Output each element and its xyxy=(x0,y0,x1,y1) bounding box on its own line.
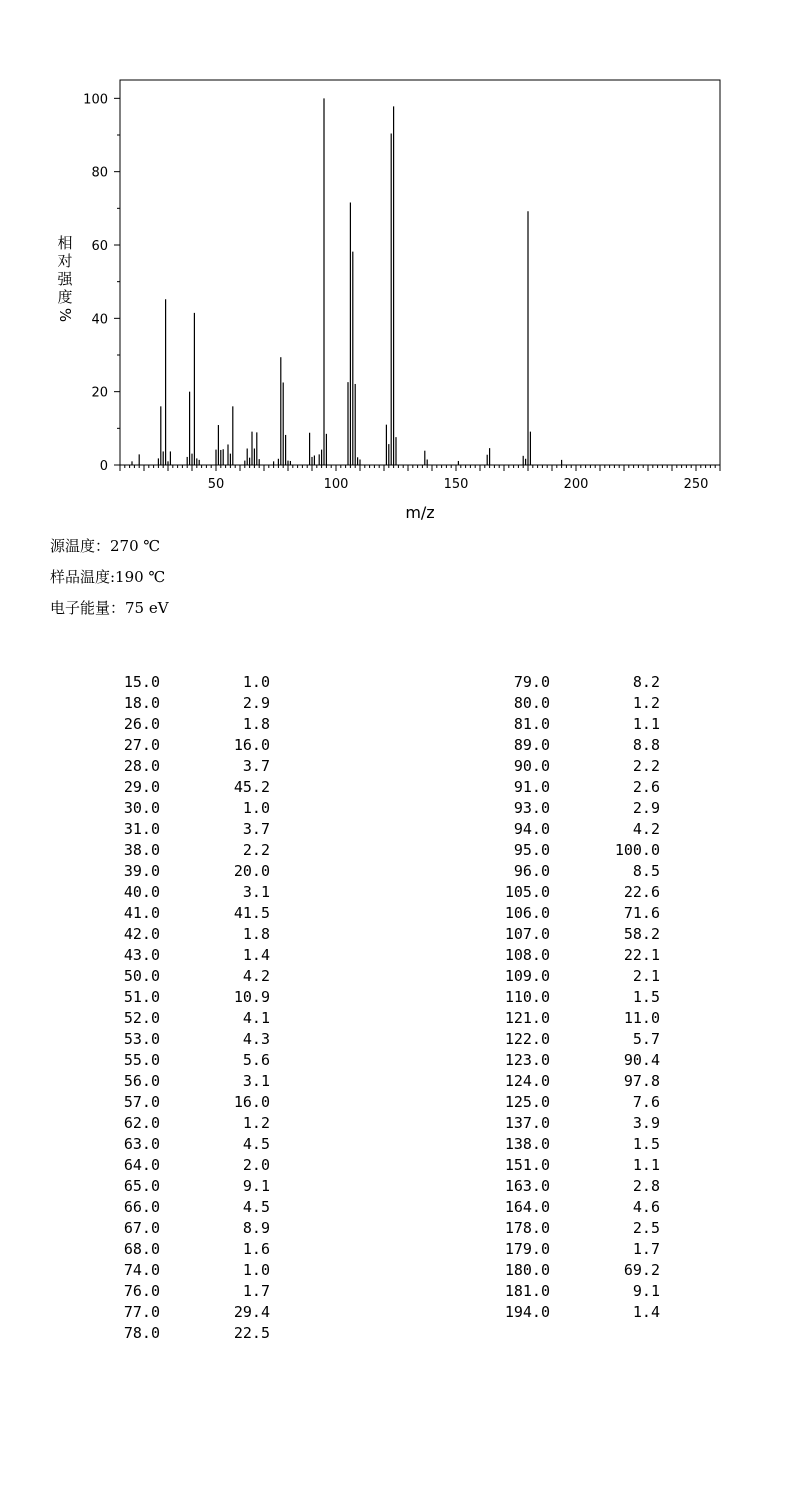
mz-value: 96.0 xyxy=(513,862,550,880)
table-row xyxy=(100,756,280,777)
intensity-value: 7.6 xyxy=(632,1093,660,1111)
intensity-value: 2.9 xyxy=(632,799,660,817)
mz-value: 124.0 xyxy=(504,1072,550,1090)
mz-value: 40.0 xyxy=(123,883,160,901)
table-row xyxy=(100,1092,280,1113)
plot-frame xyxy=(120,80,720,465)
mz-value: 68.0 xyxy=(123,1240,160,1258)
table-row xyxy=(100,1155,280,1176)
intensity-value: 1.8 xyxy=(242,715,270,733)
intensity-value: 4.5 xyxy=(242,1135,270,1153)
y-tick-label: 60 xyxy=(91,239,108,254)
table-row xyxy=(470,1029,670,1050)
peak-table-left xyxy=(100,672,280,1344)
table-row xyxy=(100,987,280,1008)
mz-value: 57.0 xyxy=(123,1093,160,1111)
mz-value: 138.0 xyxy=(504,1135,550,1153)
table-row xyxy=(470,693,670,714)
table-row xyxy=(100,1239,280,1260)
y-axis-label-char-1: 对 xyxy=(57,252,73,270)
intensity-value: 1.0 xyxy=(242,1261,270,1279)
mz-value: 52.0 xyxy=(123,1009,160,1027)
intensity-value: 1.0 xyxy=(242,799,270,817)
intensity-value: 45.2 xyxy=(233,778,270,796)
mz-value: 93.0 xyxy=(513,799,550,817)
table-row xyxy=(100,1281,280,1302)
mz-value: 107.0 xyxy=(504,925,550,943)
table-row xyxy=(470,966,670,987)
mz-value: 53.0 xyxy=(123,1030,160,1048)
x-tick-label: 200 xyxy=(563,477,589,492)
table-row xyxy=(100,1260,280,1281)
intensity-value: 2.2 xyxy=(242,841,270,859)
table-row xyxy=(100,903,280,924)
mz-value: 137.0 xyxy=(504,1114,550,1132)
mz-value: 90.0 xyxy=(513,757,550,775)
mz-value: 194.0 xyxy=(504,1303,550,1321)
intensity-value: 4.2 xyxy=(242,967,270,985)
intensity-value: 8.2 xyxy=(632,673,660,691)
x-tick-label: 50 xyxy=(207,477,225,492)
intensity-value: 1.1 xyxy=(632,1156,660,1174)
intensity-value: 22.1 xyxy=(623,946,660,964)
mz-value: 62.0 xyxy=(123,1114,160,1132)
mz-value: 29.0 xyxy=(123,778,160,796)
x-axis-label: m/z xyxy=(405,503,435,522)
table-row xyxy=(470,1260,670,1281)
mz-value: 31.0 xyxy=(123,820,160,838)
mz-value: 76.0 xyxy=(123,1282,160,1300)
mz-value: 63.0 xyxy=(123,1135,160,1153)
table-row xyxy=(100,1302,280,1323)
table-row xyxy=(470,1008,670,1029)
intensity-value: 22.6 xyxy=(623,883,660,901)
mz-value: 51.0 xyxy=(123,988,160,1006)
mz-value: 121.0 xyxy=(504,1009,550,1027)
y-axis-label-char-2: 强 xyxy=(57,270,73,288)
intensity-value: 8.5 xyxy=(632,862,660,880)
table-row xyxy=(470,1239,670,1260)
mz-value: 39.0 xyxy=(123,862,160,880)
table-row xyxy=(100,777,280,798)
table-row xyxy=(470,987,670,1008)
intensity-value: 29.4 xyxy=(233,1303,270,1321)
intensity-value: 2.8 xyxy=(632,1177,660,1195)
table-row xyxy=(100,924,280,945)
table-row xyxy=(100,945,280,966)
table-row xyxy=(470,1302,670,1323)
intensity-value: 4.3 xyxy=(242,1030,270,1048)
mz-value: 178.0 xyxy=(504,1219,550,1237)
mz-value: 78.0 xyxy=(123,1324,160,1342)
y-axis-label-char-4: % xyxy=(56,307,74,323)
table-row xyxy=(470,756,670,777)
table-row xyxy=(100,840,280,861)
table-row xyxy=(100,966,280,987)
table-row xyxy=(470,819,670,840)
table-row xyxy=(100,714,280,735)
table-row xyxy=(470,1155,670,1176)
intensity-value: 2.5 xyxy=(632,1219,660,1237)
intensity-value: 1.4 xyxy=(632,1303,660,1321)
mz-value: 28.0 xyxy=(123,757,160,775)
mz-value: 180.0 xyxy=(504,1261,550,1279)
intensity-value: 1.2 xyxy=(632,694,660,712)
mz-value: 179.0 xyxy=(504,1240,550,1258)
mz-value: 42.0 xyxy=(123,925,160,943)
y-axis-label xyxy=(52,234,78,324)
intensity-value: 4.6 xyxy=(632,1198,660,1216)
x-tick-label: 150 xyxy=(443,477,469,492)
intensity-value: 41.5 xyxy=(233,904,270,922)
intensity-value: 1.5 xyxy=(632,988,660,1006)
mz-value: 81.0 xyxy=(513,715,550,733)
mz-value: 89.0 xyxy=(513,736,550,754)
intensity-value: 9.1 xyxy=(632,1282,660,1300)
mz-value: 108.0 xyxy=(504,946,550,964)
mz-value: 77.0 xyxy=(123,1303,160,1321)
intensity-value: 2.0 xyxy=(242,1156,270,1174)
table-row xyxy=(470,1218,670,1239)
intensity-value: 1.7 xyxy=(632,1240,660,1258)
table-row xyxy=(100,1029,280,1050)
mz-value: 15.0 xyxy=(123,673,160,691)
y-tick-label: 80 xyxy=(91,165,108,181)
table-row xyxy=(470,1197,670,1218)
intensity-value: 90.4 xyxy=(623,1051,660,1069)
mz-value: 79.0 xyxy=(513,673,550,691)
intensity-value: 9.1 xyxy=(242,1177,270,1195)
mz-value: 105.0 xyxy=(504,883,550,901)
mz-value: 74.0 xyxy=(123,1261,160,1279)
intensity-value: 16.0 xyxy=(233,736,270,754)
intensity-value: 8.9 xyxy=(242,1219,270,1237)
mz-value: 123.0 xyxy=(504,1051,550,1069)
y-axis-label-char-3: 度 xyxy=(57,288,73,306)
table-row xyxy=(470,903,670,924)
mz-value: 67.0 xyxy=(123,1219,160,1237)
intensity-value: 3.9 xyxy=(632,1114,660,1132)
x-tick-label: 100 xyxy=(323,477,349,492)
table-row xyxy=(470,735,670,756)
table-row xyxy=(100,798,280,819)
x-tick-label: 250 xyxy=(683,477,709,492)
table-row xyxy=(100,882,280,903)
table-row xyxy=(100,1197,280,1218)
source-temperature: 源温度：270 ℃ xyxy=(50,537,161,555)
table-row xyxy=(470,798,670,819)
intensity-value: 10.9 xyxy=(233,988,270,1006)
intensity-value: 4.2 xyxy=(632,820,660,838)
intensity-value: 2.1 xyxy=(632,967,660,985)
table-row xyxy=(100,1218,280,1239)
table-row xyxy=(100,672,280,693)
intensity-value: 2.9 xyxy=(242,694,270,712)
intensity-value: 1.1 xyxy=(632,715,660,733)
y-tick-label: 20 xyxy=(91,385,108,401)
mz-value: 122.0 xyxy=(504,1030,550,1048)
mz-value: 64.0 xyxy=(123,1156,160,1174)
mz-value: 41.0 xyxy=(123,904,160,922)
mz-value: 65.0 xyxy=(123,1177,160,1195)
sample-temperature: 样品温度:190 ℃ xyxy=(50,568,166,586)
intensity-value: 16.0 xyxy=(233,1093,270,1111)
mz-value: 80.0 xyxy=(513,694,550,712)
mz-value: 43.0 xyxy=(123,946,160,964)
table-row xyxy=(470,714,670,735)
intensity-value: 3.1 xyxy=(242,1072,270,1090)
mz-value: 110.0 xyxy=(504,988,550,1006)
mz-value: 38.0 xyxy=(123,841,160,859)
intensity-value: 5.7 xyxy=(632,1030,660,1048)
mz-value: 56.0 xyxy=(123,1072,160,1090)
intensity-value: 1.4 xyxy=(242,946,270,964)
mz-value: 181.0 xyxy=(504,1282,550,1300)
mz-value: 18.0 xyxy=(123,694,160,712)
mz-value: 163.0 xyxy=(504,1177,550,1195)
y-tick-label: 100 xyxy=(83,92,108,108)
y-axis-label-char-0: 相 xyxy=(57,234,73,252)
table-row xyxy=(100,1323,280,1344)
mz-value: 91.0 xyxy=(513,778,550,796)
intensity-value: 5.6 xyxy=(242,1051,270,1069)
mz-value: 30.0 xyxy=(123,799,160,817)
intensity-value: 100.0 xyxy=(614,841,660,859)
intensity-value: 3.1 xyxy=(242,883,270,901)
intensity-value: 4.1 xyxy=(242,1009,270,1027)
table-row xyxy=(100,735,280,756)
mz-value: 125.0 xyxy=(504,1093,550,1111)
table-row xyxy=(100,1113,280,1134)
intensity-value: 71.6 xyxy=(623,904,660,922)
mz-value: 109.0 xyxy=(504,967,550,985)
table-row xyxy=(470,672,670,693)
table-row xyxy=(470,777,670,798)
mz-value: 66.0 xyxy=(123,1198,160,1216)
mz-value: 95.0 xyxy=(513,841,550,859)
y-tick-label: 40 xyxy=(91,312,108,328)
table-row xyxy=(470,1092,670,1113)
intensity-value: 11.0 xyxy=(623,1009,660,1027)
table-row xyxy=(470,924,670,945)
mass-spectrum-chart xyxy=(0,0,794,530)
mz-value: 50.0 xyxy=(123,967,160,985)
intensity-value: 1.6 xyxy=(242,1240,270,1258)
electron-energy: 电子能量：75 eV xyxy=(50,599,169,617)
table-row xyxy=(100,1008,280,1029)
table-row xyxy=(100,1134,280,1155)
table-row xyxy=(470,1134,670,1155)
intensity-value: 8.8 xyxy=(632,736,660,754)
intensity-value: 58.2 xyxy=(623,925,660,943)
table-row xyxy=(470,882,670,903)
table-row xyxy=(100,693,280,714)
intensity-value: 2.6 xyxy=(632,778,660,796)
intensity-value: 1.2 xyxy=(242,1114,270,1132)
intensity-value: 1.7 xyxy=(242,1282,270,1300)
intensity-value: 1.8 xyxy=(242,925,270,943)
intensity-value: 1.0 xyxy=(242,673,270,691)
table-row xyxy=(470,840,670,861)
peak-table-right xyxy=(470,672,670,1323)
table-row xyxy=(470,1281,670,1302)
intensity-value: 2.2 xyxy=(632,757,660,775)
table-row xyxy=(100,1176,280,1197)
table-row xyxy=(470,1176,670,1197)
table-row xyxy=(470,1050,670,1071)
mz-value: 151.0 xyxy=(504,1156,550,1174)
table-row xyxy=(470,861,670,882)
intensity-value: 97.8 xyxy=(623,1072,660,1090)
mz-value: 26.0 xyxy=(123,715,160,733)
mz-value: 106.0 xyxy=(504,904,550,922)
mz-value: 94.0 xyxy=(513,820,550,838)
intensity-value: 69.2 xyxy=(623,1261,660,1279)
table-row xyxy=(100,1071,280,1092)
intensity-value: 4.5 xyxy=(242,1198,270,1216)
intensity-value: 3.7 xyxy=(242,820,270,838)
intensity-value: 3.7 xyxy=(242,757,270,775)
intensity-value: 1.5 xyxy=(632,1135,660,1153)
mz-value: 27.0 xyxy=(123,736,160,754)
intensity-value: 20.0 xyxy=(233,862,270,880)
table-row xyxy=(470,1113,670,1134)
table-row xyxy=(100,861,280,882)
table-row xyxy=(470,945,670,966)
mz-value: 55.0 xyxy=(123,1051,160,1069)
table-row xyxy=(100,819,280,840)
table-row xyxy=(100,1050,280,1071)
intensity-value: 22.5 xyxy=(233,1324,270,1342)
y-tick-label: 0 xyxy=(99,459,108,474)
mz-value: 164.0 xyxy=(504,1198,550,1216)
table-row xyxy=(470,1071,670,1092)
